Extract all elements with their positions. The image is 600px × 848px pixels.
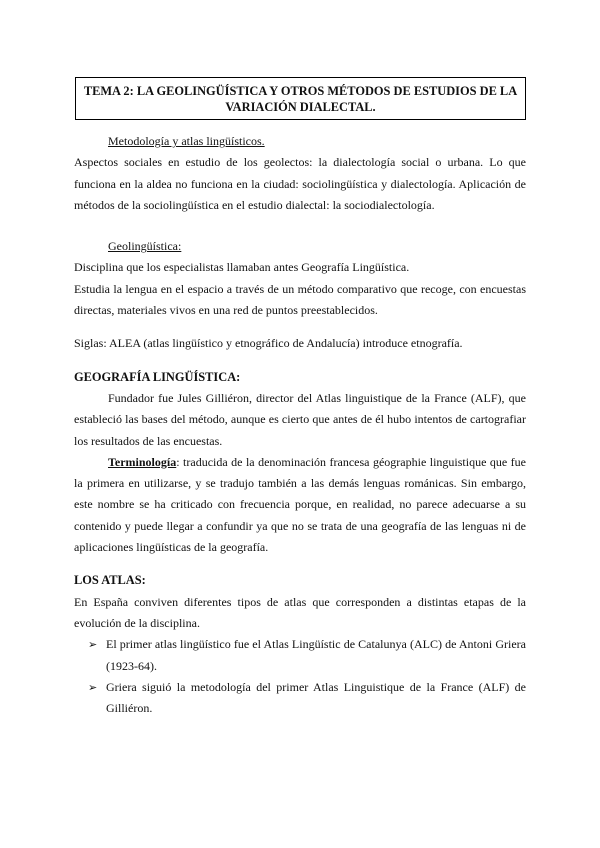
list-item [74,634,526,677]
title-line-2: VARIACIÓN DIALECTAL. [225,99,376,114]
list-item [74,677,526,720]
siglas-line: Siglas: ALEA (atlas lingüístico y etnográfico de Andalucía) introduce etnografía. [74,336,463,351]
title-box [75,77,526,120]
atlas-heading: LOS ATLAS: [74,573,146,588]
geolinguistica-line-2: Estudia la lengua en el espacio a través de un método comparativo que recoge, con encuestas directas, materiales vivos en una red de puntos preestablecidos. [74,281,526,318]
terminologia-text: : traducida de la denominación francesa géographie linguistique que fue la primera en utilizarse, y se tradujo también a las demás lenguas románicas. Sin embargo, este nombre se ha criticado con frecuencia porque, en realidad, no parece adecuarse a su contenido y puede llegar a confundir ya que no se trata de una geografía de las lenguas ni de aplicaciones lingüísticas de la geografía. [74,454,526,555]
metodologia-paragraph: Aspectos sociales en estudio de los geolectos: la dialectología social o urbana. Lo que funciona en la aldea no funciona en la ciudad: sociolingüística y dialectología. Aplicación de métodos de la sociolingüística en el estudio dialectal: la sociodialectología. [74,155,526,212]
metodologia-heading: Metodología y atlas lingüísticos. [108,134,265,148]
geografia-paragraph-1: Fundador fue Jules Gilliéron, director del Atlas linguistique de la France (ALF), que estableció las bases del método, aunque es cierto que antes de él hubo intentos de cartografiar los resultados de las encuestas. [74,390,526,448]
terminologia-term: Terminología [108,454,177,469]
list-item-text: El primer atlas lingüístico fue el Atlas Lingüístic de Catalunya (ALC) de Antoni Griera (1923-64). [106,637,526,673]
list-item-text: Griera siguió la metodología del primer Atlas Linguistique de la France (ALF) de Gilliéron. [106,679,526,716]
document-body [74,131,526,719]
geolinguistica-heading: Geolingüística: [108,239,182,254]
arrow-bullet-icon: ➢ [88,638,98,652]
terminologia-paragraph [74,452,526,558]
arrow-bullet-icon: ➢ [88,680,98,694]
title-line-1: TEMA 2: LA GEOLINGÜÍSTICA Y OTROS MÉTODOS DE ESTUDIOS DE LA [83,83,518,98]
spacer [74,558,526,570]
spacer [74,216,526,236]
geografia-heading: GEOGRAFÍA LINGÜÍSTICA: [74,369,241,384]
spacer [74,321,526,333]
spacer [74,355,526,367]
geolinguistica-line-1: Disciplina que los especialistas llamaban antes Geografía Lingüística. [74,260,410,275]
atlas-paragraph: En España conviven diferentes tipos de atlas que corresponden a distintas etapas de la evolución de la disciplina. [74,594,526,630]
